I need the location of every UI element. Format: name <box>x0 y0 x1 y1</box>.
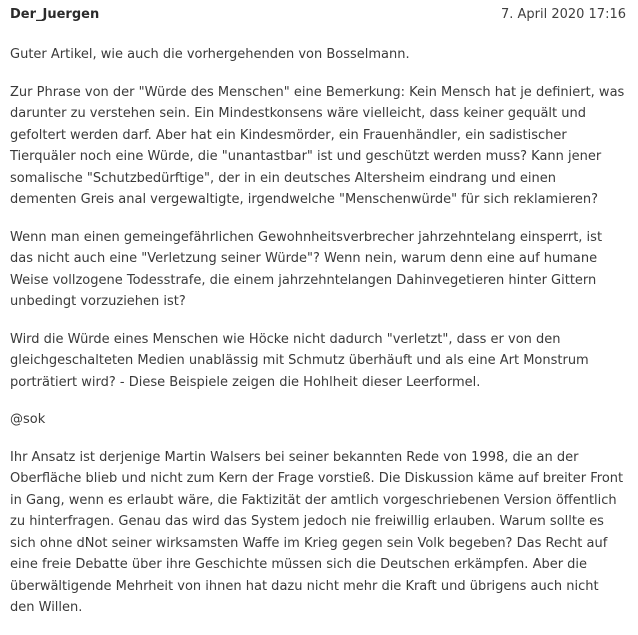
comment-paragraph: Wird die Würde eines Menschen wie Höcke nicht dadurch "verletzt", dass er von den gleichgeschalteten Medien unablässig mit Schmutz überhäuft und als eine Art Monstrum porträtiert wird? - Diese Beispiele zeigen die Hohlheit dieser Leerformel. <box>10 331 589 390</box>
comment-header <box>10 7 626 27</box>
comment-author[interactable]: Der_Juergen <box>10 7 100 22</box>
comment-mention: @sok <box>10 412 46 427</box>
comment-body <box>10 44 626 635</box>
comment-timestamp: 7. April 2020 17:16 <box>500 7 626 22</box>
comment-paragraph: Guter Artikel, wie auch die vorhergehenden von Bosselmann. <box>10 47 410 62</box>
comment-paragraph: Wenn man einen gemeingefährlichen Gewohnheitsverbrecher jahrzehntelang einsperrt, ist das nicht auch eine "Verletzung seiner Würde"? Wenn nein, warum denn eine auf humane Weise vollzogene Todesstrafe, die einem jahrzehntelangen Dahinvegetieren hinter Gittern unbedingt vorzuziehen ist? <box>10 229 603 309</box>
comment-paragraph: Ihr Ansatz ist derjenige Martin Walsers bei seiner bekannten Rede von 1998, die an der Oberfläche blieb und nicht zum Kern der Frage vorstieß. Die Diskussion käme auf breiter Front in Gang, wenn es erlaubt wäre, die Faktizität der amtlich vorgeschriebenen Version öffentlich zu hinterfragen. Genau das wird das System jedoch nie freiwillig erlauben. Warum sollte es sich ohne dNot seiner wirksamsten Waffe im Krieg gegen sein Volk begeben? Das Recht auf eine freie Debatte über ihre Geschichte müssen sich die Deutschen erkämpfen. Aber die überwältigende Mehrheit von ihnen hat dazu nicht mehr die Kraft und übrigens auch nicht den Willen. <box>10 449 624 615</box>
comment-paragraph: Zur Phrase von der "Würde des Menschen" eine Bemerkung: Kein Mensch hat je definiert, was darunter zu verstehen sein. Ein Mindestkonsens wäre vielleicht, dass keiner gequält und gefoltert werden darf. Aber hat ein Kindesmörder, ein Frauenhändler, ein sadistischer Tierquäler noch eine Würde, die "unantastbar" ist und geschützt werden muss? Kann jener somalische "Schutzbedürftige", der in ein deutsches Altersheim eindrang und einen dementen Greis anal vergewaltigte, irgendwelche "Menschenwürde" für sich reklamieren? <box>10 84 625 207</box>
